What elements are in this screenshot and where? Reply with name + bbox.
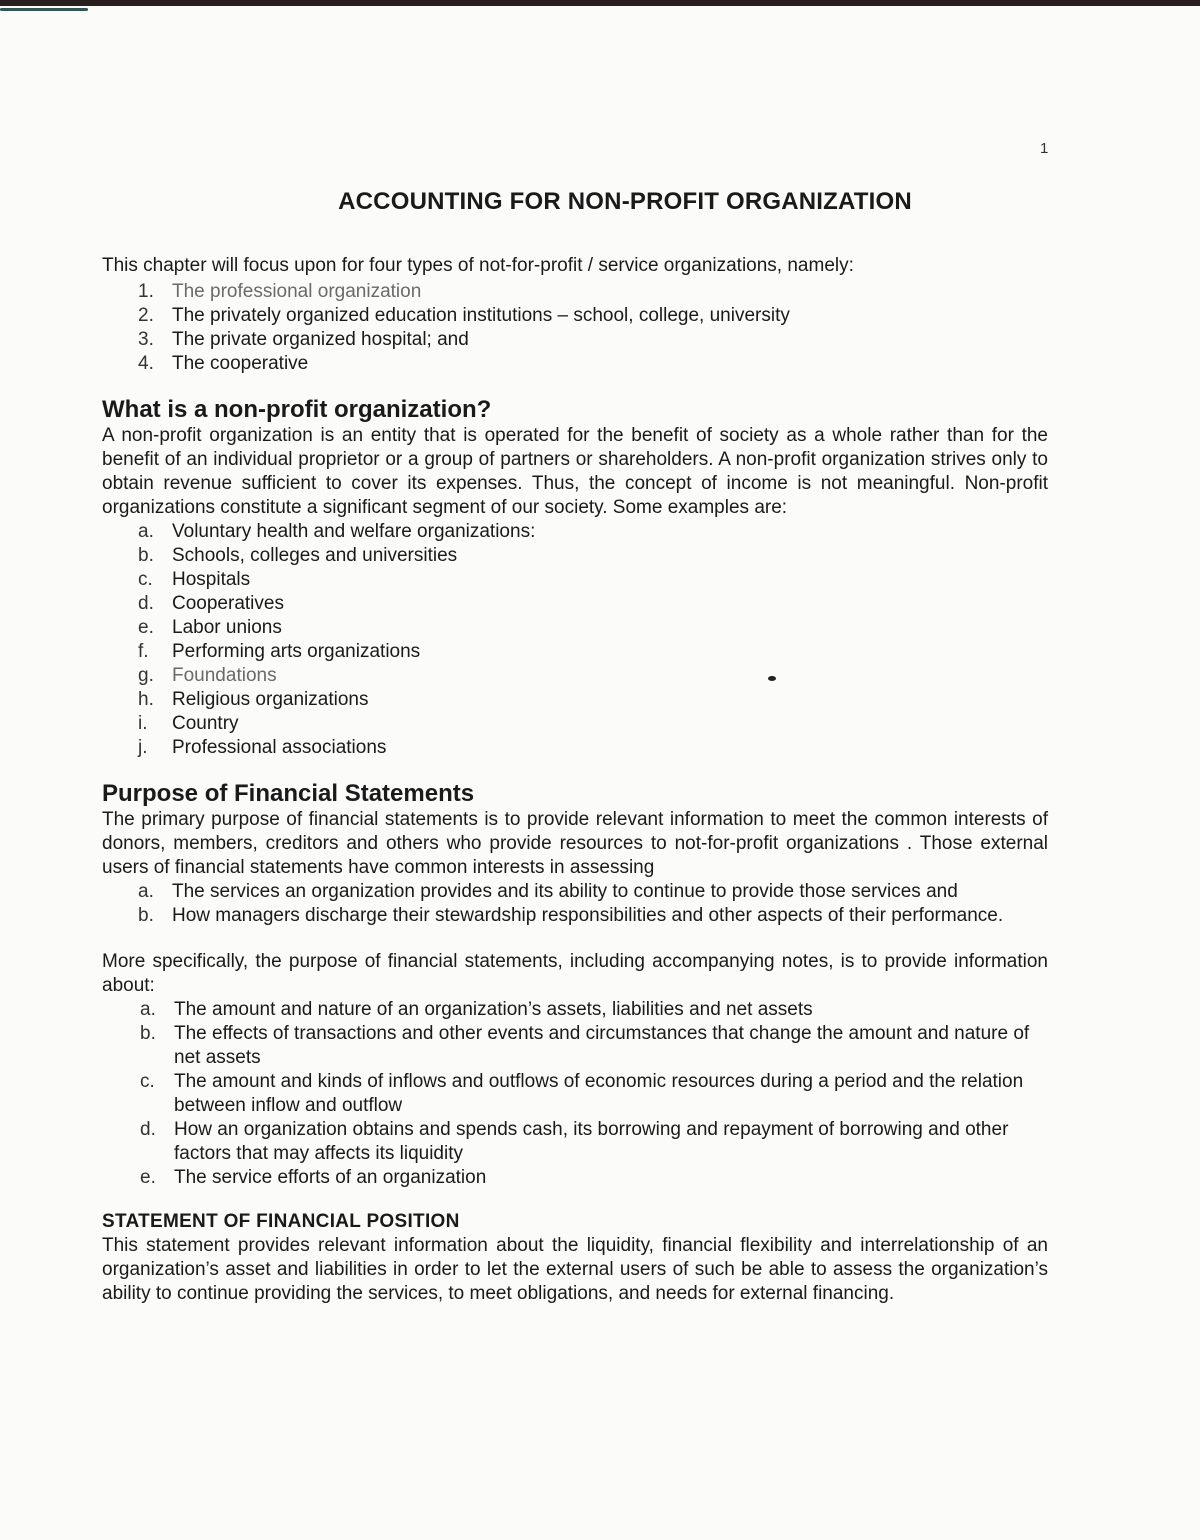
section-heading-what-is: What is a non-profit organization? <box>102 396 492 423</box>
specific-purpose-paragraph: More specifically, the purpose of financial statements, including accompanying notes, is to provide information about: <box>102 951 1048 996</box>
information-list <box>102 998 1048 1190</box>
intro-paragraph: This chapter will focus upon for four types of not-for-profit / service organizations, namely: <box>102 255 854 276</box>
list-item-text: The service efforts of an organization <box>174 1167 487 1188</box>
list-marker: 4. <box>138 353 154 374</box>
document-page <box>102 190 1048 1306</box>
list-item-text: Foundations <box>172 665 277 686</box>
list-item <box>102 520 1048 544</box>
list-item-text: The private organized hospital; and <box>172 329 469 350</box>
list-item <box>102 880 1048 904</box>
list-item <box>102 664 1048 688</box>
list-item-text: The services an organization provides and its ability to continue to provide those services and <box>172 881 958 902</box>
list-item-text: The cooperative <box>172 353 309 374</box>
list-item-text: The amount and kinds of inflows and outflows of economic resources during a period and the relation between inflow and outflow <box>174 1071 1024 1116</box>
scan-top-edge <box>0 0 1200 6</box>
list-marker: a. <box>138 881 154 902</box>
list-marker: i. <box>138 713 148 734</box>
list-item-text: Voluntary health and welfare organizations: <box>172 521 536 542</box>
list-item-text: Cooperatives <box>172 593 284 614</box>
list-item-text: The amount and nature of an organization’s assets, liabilities and net assets <box>174 999 813 1020</box>
list-item-text: The effects of transactions and other events and circumstances that change the amount and nature of net assets <box>174 1023 1030 1068</box>
list-marker: d. <box>138 593 154 614</box>
list-marker: 3. <box>138 329 154 350</box>
list-item <box>102 328 1048 352</box>
list-marker: a. <box>140 999 156 1020</box>
list-marker: a. <box>138 521 154 542</box>
list-item <box>102 592 1048 616</box>
list-marker: j. <box>138 737 148 758</box>
list-item <box>102 352 1048 376</box>
list-marker: b. <box>140 1023 156 1044</box>
list-item <box>102 568 1048 592</box>
examples-list <box>102 520 1048 760</box>
list-marker: b. <box>138 545 154 566</box>
list-item-text: Professional associations <box>172 737 387 758</box>
list-item <box>102 544 1048 568</box>
list-marker: g. <box>138 665 154 686</box>
list-marker: 1. <box>138 281 154 302</box>
list-item-text: The professional organization <box>172 281 422 302</box>
list-item <box>102 280 1048 304</box>
list-item <box>102 616 1048 640</box>
list-item <box>102 688 1048 712</box>
list-item-text: Country <box>172 713 239 734</box>
list-item <box>102 1166 1048 1190</box>
list-item <box>102 998 1048 1022</box>
list-marker: b. <box>138 905 154 926</box>
list-item <box>102 712 1048 736</box>
list-marker: c. <box>140 1071 155 1092</box>
list-item-text: Hospitals <box>172 569 251 590</box>
sfp-paragraph: This statement provides relevant information about the liquidity, financial flexibility and interrelationship of an organization’s asset and liabilities in order to let the external users of such be able to assess the organization’s ability to continue providing the services, to meet obligations, and needs for external financing. <box>102 1235 1048 1304</box>
list-item <box>102 1118 1048 1166</box>
list-item-text: Labor unions <box>172 617 282 638</box>
intro-list <box>102 280 1048 376</box>
list-marker: d. <box>140 1119 156 1140</box>
scan-mark <box>0 8 88 11</box>
list-item <box>102 1022 1048 1070</box>
list-item-text: Performing arts organizations <box>172 641 421 662</box>
list-marker: c. <box>138 569 153 590</box>
list-item <box>102 640 1048 664</box>
list-marker: h. <box>138 689 154 710</box>
list-marker: e. <box>138 617 154 638</box>
page-title: ACCOUNTING FOR NON-PROFIT ORGANIZATION <box>338 188 912 215</box>
list-item-text: The privately organized education institutions – school, college, university <box>172 305 790 326</box>
list-item-text: How an organization obtains and spends cash, its borrowing and repayment of borrowing and other factors that may affects its liquidity <box>174 1119 1009 1164</box>
list-item-text: How managers discharge their stewardship responsibilities and other aspects of their performance. <box>172 905 1004 926</box>
section-heading-purpose: Purpose of Financial Statements <box>102 780 475 807</box>
list-marker: f. <box>138 641 149 662</box>
list-item-text: Schools, colleges and universities <box>172 545 458 566</box>
purpose-list <box>102 880 1048 928</box>
list-marker: 2. <box>138 305 154 326</box>
list-marker: e. <box>140 1167 156 1188</box>
list-item-text: Religious organizations <box>172 689 369 710</box>
list-item <box>102 1070 1048 1118</box>
section-heading-sfp: STATEMENT OF FINANCIAL POSITION <box>102 1211 460 1232</box>
list-item <box>102 304 1048 328</box>
list-item <box>102 736 1048 760</box>
page-number: 1 <box>1040 140 1049 157</box>
list-item <box>102 904 1048 928</box>
what-is-paragraph: A non-profit organization is an entity that is operated for the benefit of society as a whole rather than for the benefit of an individual proprietor or a group of partners or shareholders. A non-profit organization strives only to obtain revenue sufficient to cover its expenses. Thus, the concept of income is not meaningful. Non-profit organizations constitute a significant segment of our society. Some examples are: <box>102 425 1048 518</box>
purpose-paragraph: The primary purpose of financial statements is to provide relevant information to meet the common interests of donors, members, creditors and others who provide resources to not-for-profit organizations . Those external users of financial statements have common interests in assessing <box>102 809 1048 878</box>
